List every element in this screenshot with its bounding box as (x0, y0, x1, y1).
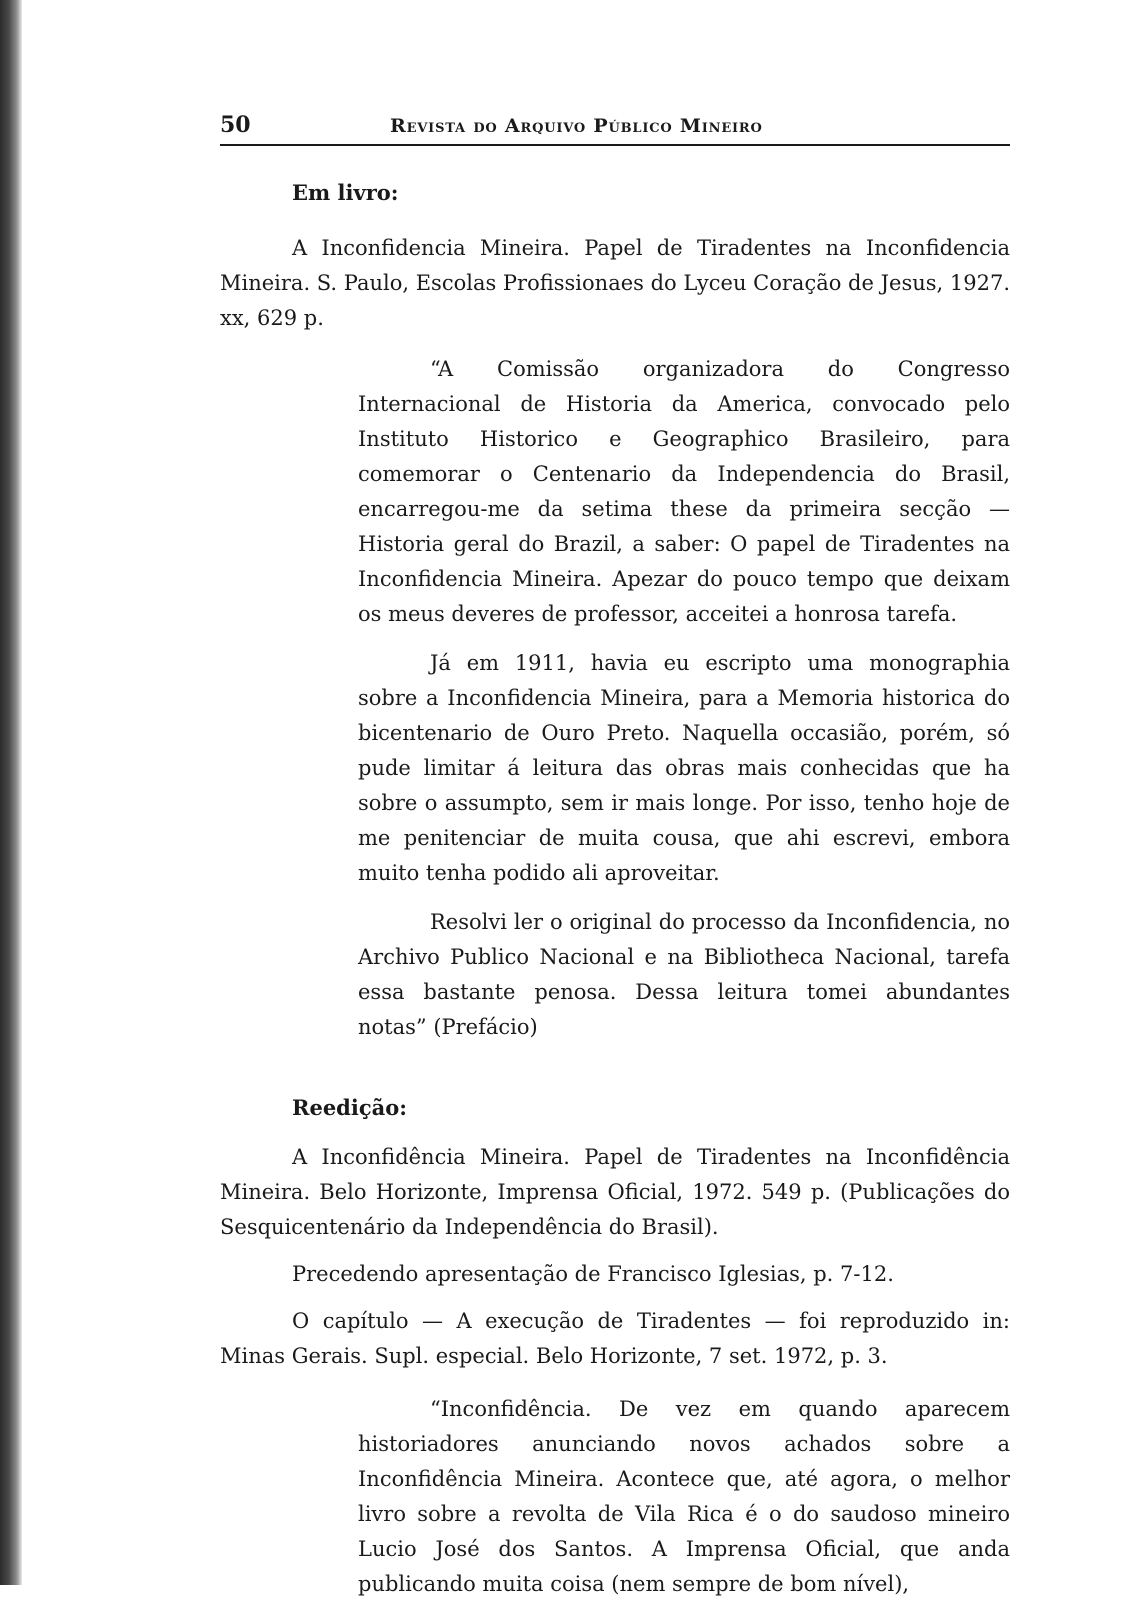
preface-quote-paragraph: “A Comissão organizadora do Congresso Internacional de Historia da America, convocado pelo Instituto Historico e Geographico Brasileiro, para comemorar o Centenario da Independencia do Brasil, encarregou-me da setima these da primeira secção — Historia geral do Brazil, a saber: O papel de Tiradentes na Inconfidencia Mineira. Apezar do pouco tempo que deixam os meus deveres de professor, acceitei a honrosa tarefa. (358, 357, 1010, 626)
preface-quote-paragraph: Resolvi ler o original do processo da Inconfidencia, no Archivo Publico Nacional e na Bibliotheca Nacional, tarefa essa bastante penosa. Dessa leitura tomei abundantes notas” (Prefácio) (358, 910, 1010, 1039)
page (220, 112, 1010, 1602)
reedition-citation: A Inconfidência Mineira. Papel de Tiradentes na Inconfidência Mineira. Belo Horizonte, Imprensa Oficial, 1972. 549 p. (Publicações do Sesquicentenário da Independência do Brasil). (220, 1145, 1010, 1239)
journal-title: Revista do Arquivo Público Mineiro (390, 115, 763, 137)
section-label-book: Em livro: (292, 180, 399, 205)
preceding-note: Precedendo apresentação de Francisco Iglesias, p. 7-12. (292, 1262, 894, 1286)
running-head (220, 112, 1010, 146)
book-citation: A Inconfidencia Mineira. Papel de Tiradentes na Inconfidencia Mineira. S. Paulo, Escolas Profissionaes do Lyceu Coração de Jesus, 1927. xx, 629 p. (220, 236, 1010, 330)
newspaper-quote: “Inconfidência. De vez em quando aparecem historiadores anunciando novos achados sobre a Inconfidência Mineira. Acontece que, até agora, o melhor livro sobre a revolta de Vila Rica é o do saudoso mineiro Lucio José dos Santos. A Imprensa Oficial, que anda publicando muita coisa (nem sempre de bom nível), (358, 1397, 1010, 1596)
section-label-reedition: Reedição: (292, 1095, 407, 1120)
preface-quote-paragraph: Já em 1911, havia eu escripto uma monographia sobre a Inconfidencia Mineira, para a Memoria historica do bicentenario de Ouro Preto. Naquella occasião, porém, só pude limitar á leitura das obras mais conhecidas que ha sobre o assumpto, sem ir mais longe. Por isso, tenho hoje de me penitenciar de muita cousa, que ahi escrevi, embora muito tenha podido ali aproveitar. (358, 651, 1010, 885)
scan-edge-shadow (0, 0, 22, 1585)
page-number: 50 (220, 112, 251, 138)
chapter-note: O capítulo — A execução de Tiradentes — foi reproduzido in: Minas Gerais. Supl. especial. Belo Horizonte, 7 set. 1972, p. 3. (220, 1309, 1010, 1368)
